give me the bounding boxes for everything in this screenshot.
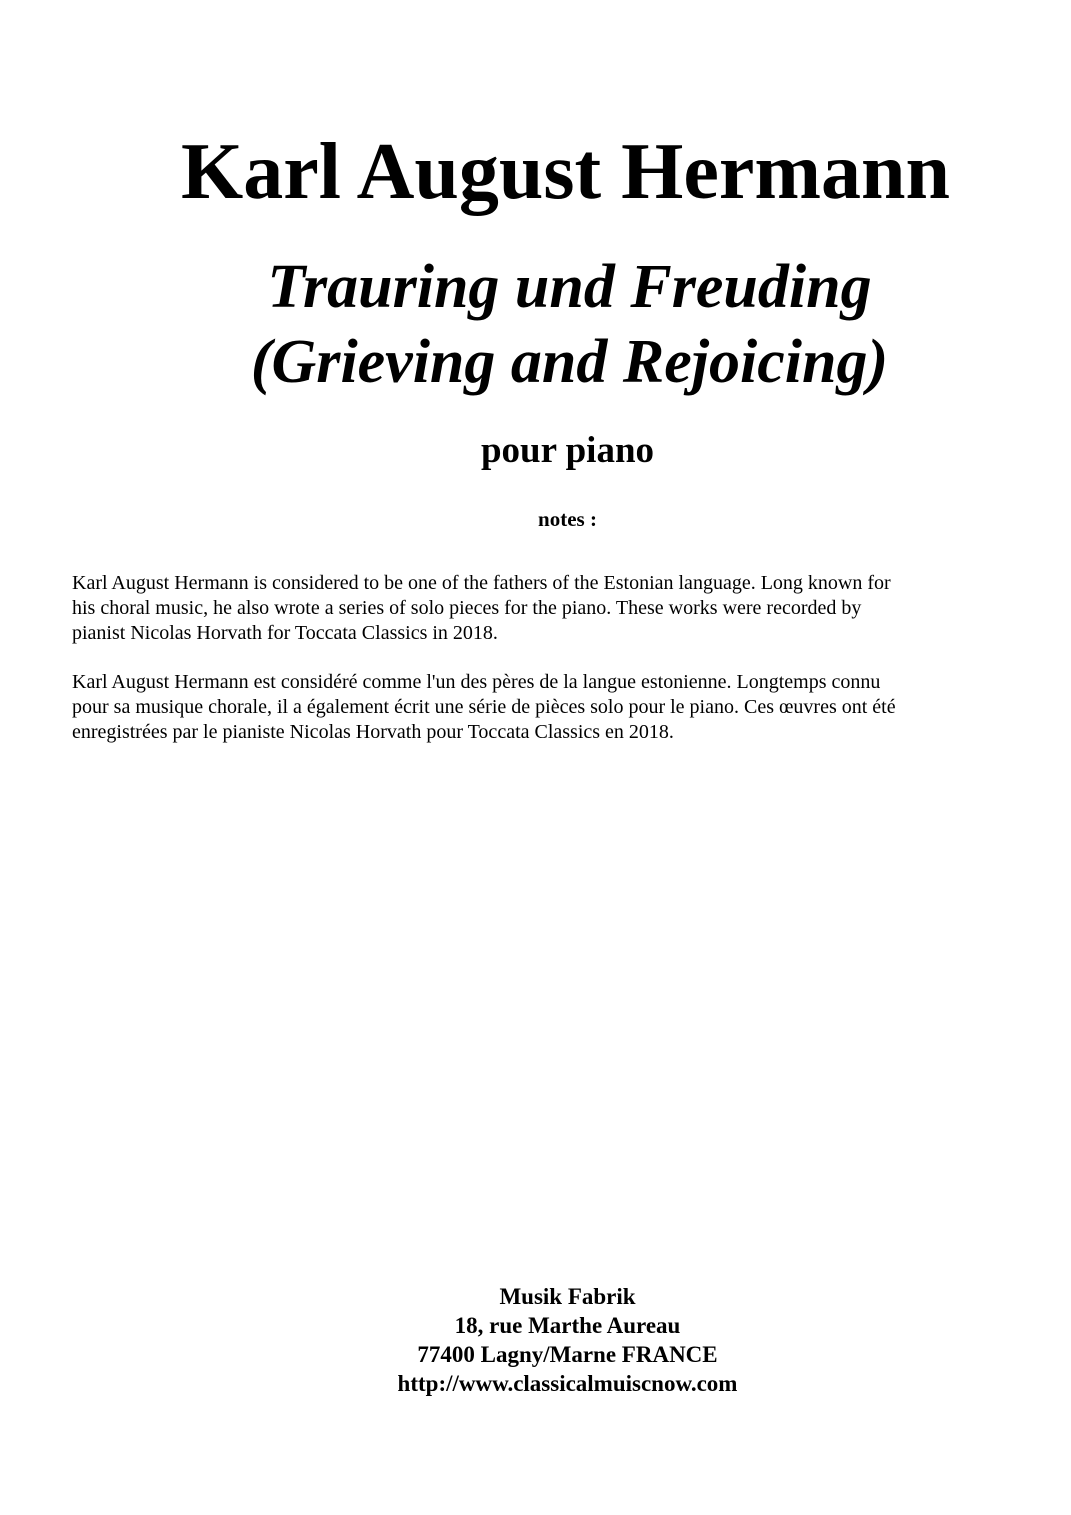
notes-line: his choral music, he also wrote a series of solo pieces for the piano. These works were recorded by [72,597,862,619]
work-title [0,250,1071,400]
publisher-city: 77400 Lagny/Marne FRANCE [417,1342,718,1367]
publisher-block [0,1282,1071,1398]
notes-paragraph-french [72,670,992,745]
notes-line: Karl August Hermann est considéré comme l'un des pères de la langue estonienne. Longtemps connu [72,671,881,693]
publisher-name: Musik Fabrik [499,1284,636,1309]
publisher-website: http://www.classicalmuiscnow.com [397,1371,738,1396]
notes-line: enregistrées par le pianiste Nicolas Horvath pour Toccata Classics en 2018. [72,721,674,743]
notes-heading: notes : [538,507,597,531]
notes-line: pour sa musique chorale, il a également écrit une série de pièces solo pour le piano. Ces œuvres ont été [72,696,896,718]
instrumentation: pour piano [480,430,655,471]
work-title-german: Trauring und Freuding [267,253,872,321]
composer-name: Karl August Hermann [181,128,950,216]
notes-line: pianist Nicolas Horvath for Toccata Classics in 2018. [72,622,498,644]
work-title-english: (Grieving and Rejoicing) [250,328,889,396]
notes-line: Karl August Hermann is considered to be one of the fathers of the Estonian language. Long known for [72,572,891,594]
notes-paragraph-english [72,571,992,646]
publisher-street: 18, rue Marthe Aureau [454,1313,681,1338]
